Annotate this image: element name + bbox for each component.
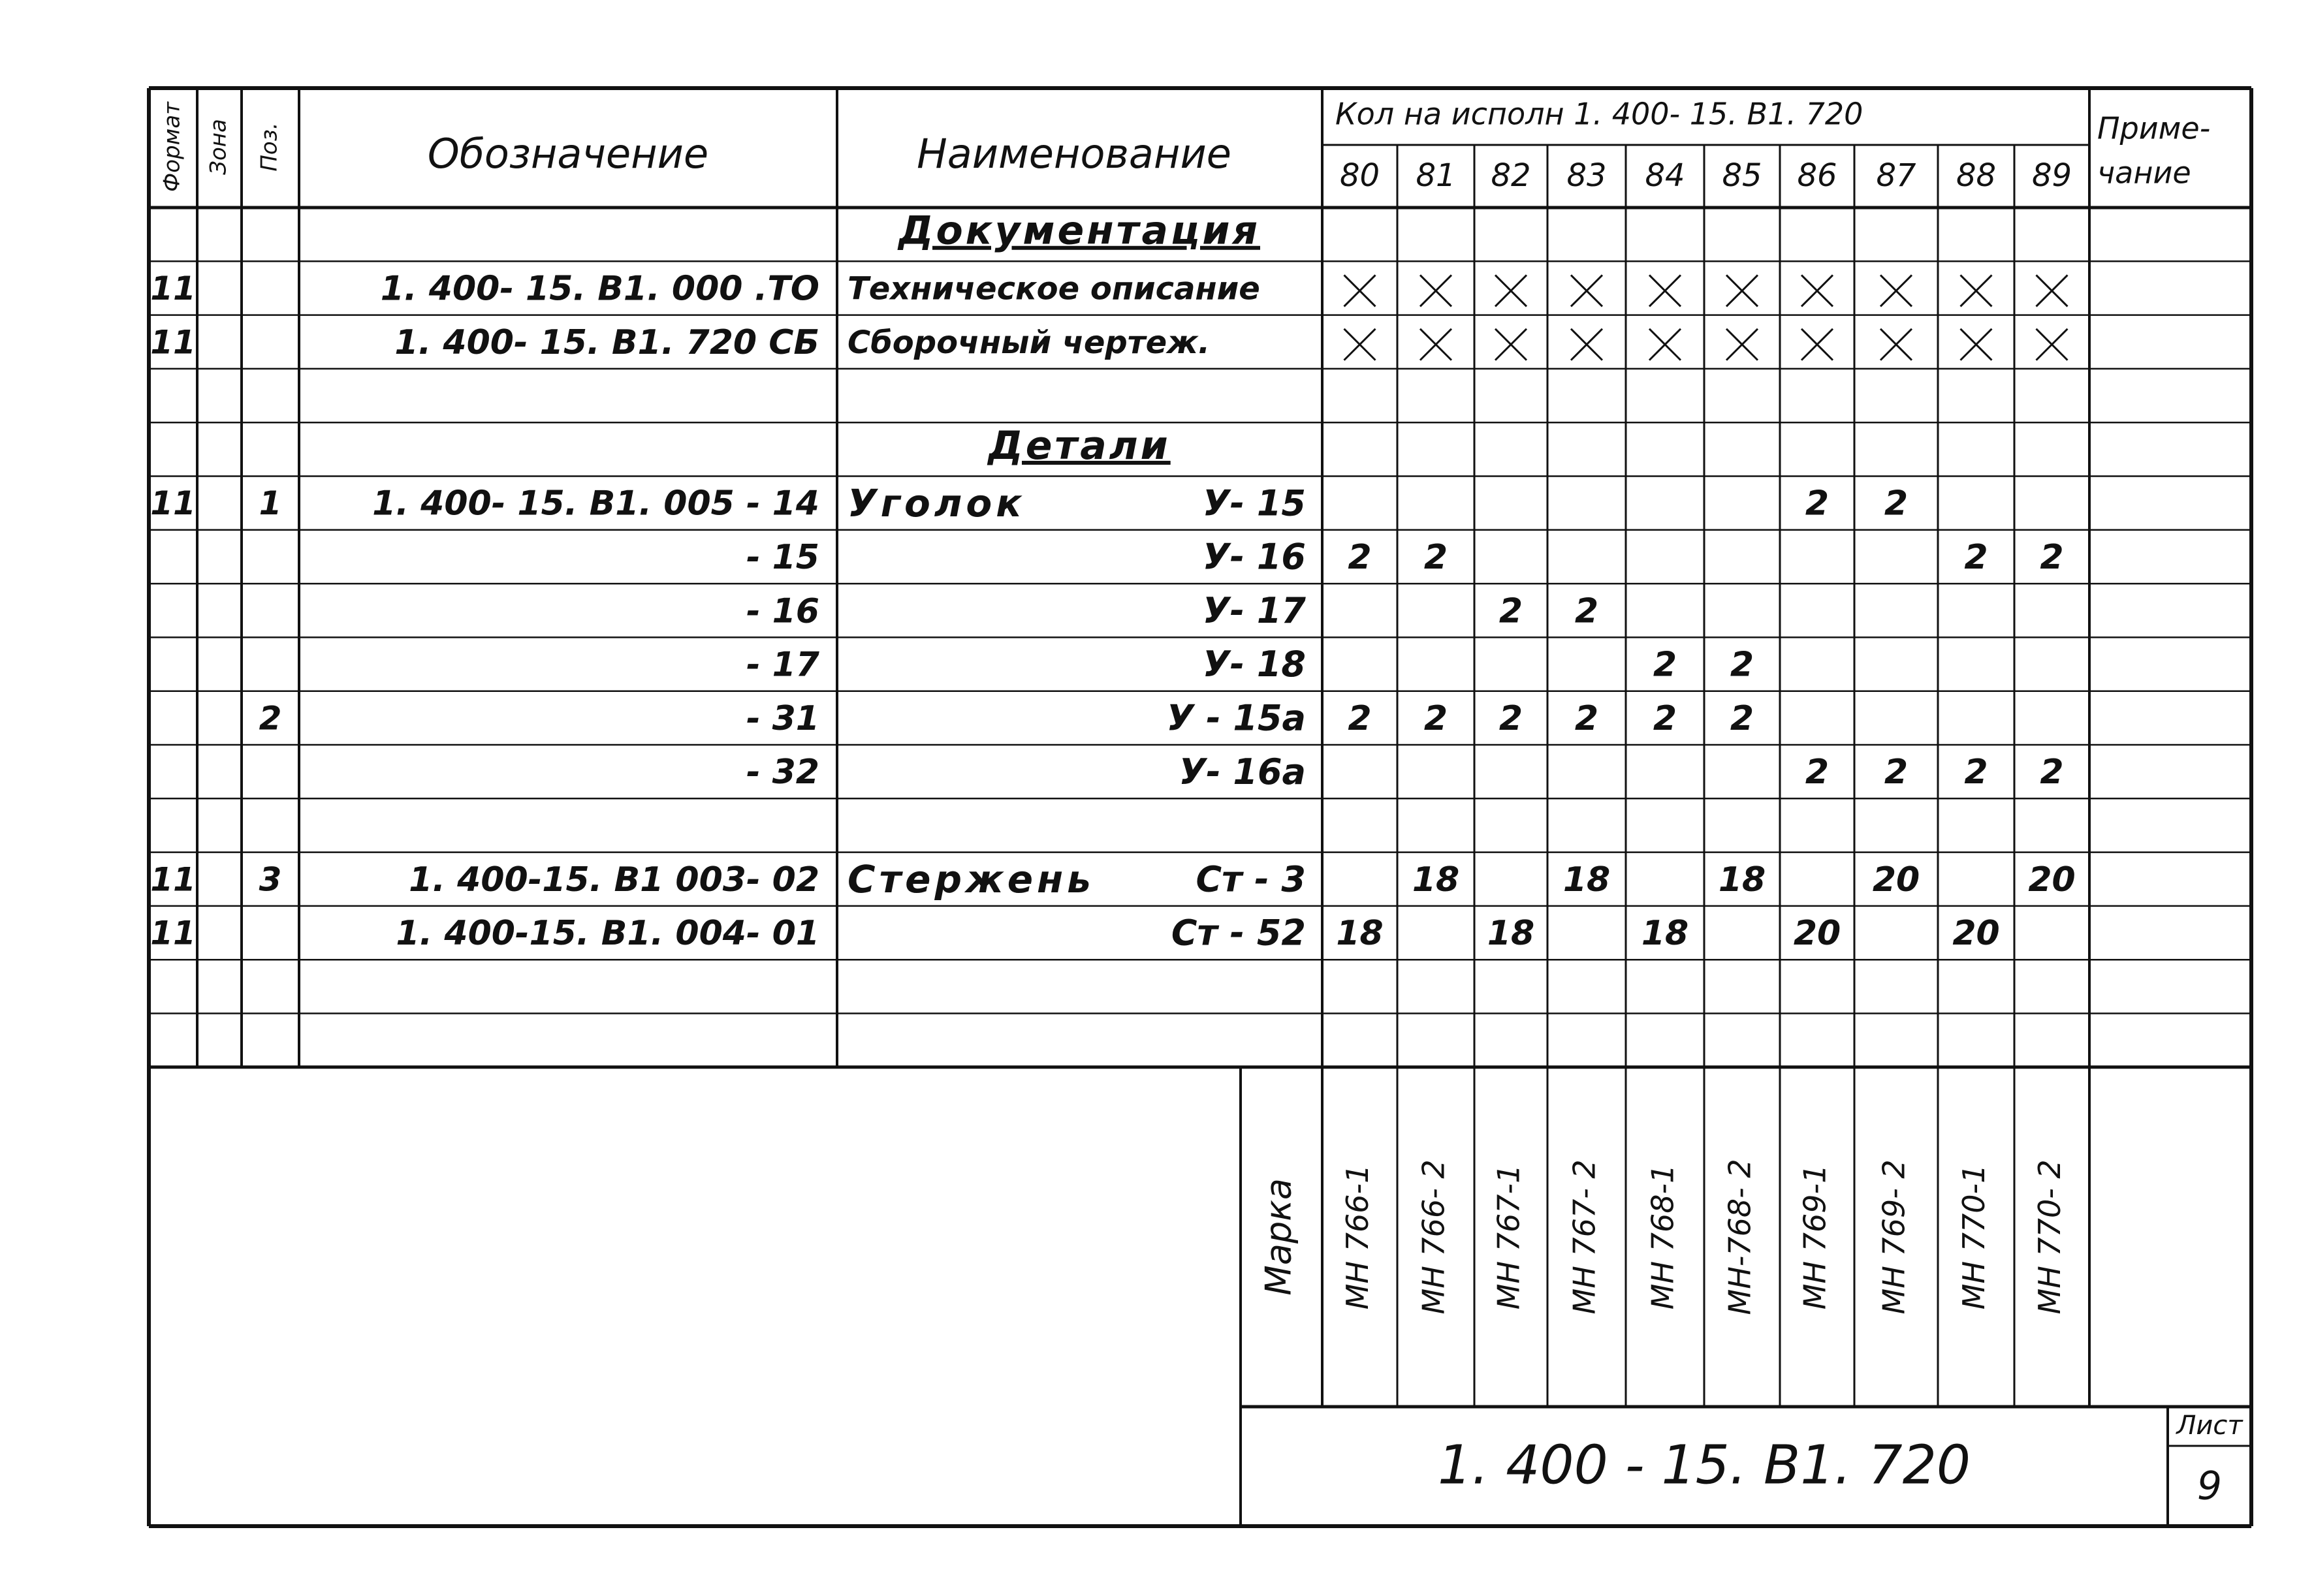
variant-header-82: 82 <box>1491 157 1531 194</box>
variant-header-83: 83 <box>1566 157 1607 194</box>
variant-header-80: 80 <box>1339 157 1380 194</box>
cross-mark-value: X <box>1510 290 1512 292</box>
row-designation: - 15 <box>746 537 819 577</box>
row-mark: У- 17 <box>1203 589 1306 631</box>
cross-mark-value: X <box>1741 345 1743 346</box>
row-designation: - 32 <box>746 753 819 792</box>
qty-value: 2 <box>1730 645 1754 685</box>
row-pos: 1 <box>259 484 282 523</box>
marka-value: МН 769- 2 <box>1876 1159 1912 1315</box>
row-pos: 2 <box>259 699 282 738</box>
doc-number: 1. 400 - 15. В1. 720 <box>1437 1434 1971 1497</box>
section-title: Детали <box>988 422 1171 469</box>
qty-value: 2 <box>1348 537 1372 577</box>
qty-value: 18 <box>1487 914 1535 954</box>
cross-mark-value: X <box>1435 290 1436 292</box>
row-format: 11 <box>150 323 196 362</box>
marka-value: МН 770-1 <box>1956 1164 1991 1310</box>
qty-value: 2 <box>1574 698 1599 738</box>
row-format: 11 <box>150 914 196 952</box>
qty-value: 2 <box>1805 484 1830 524</box>
row-mark: У- 15 <box>1203 482 1306 524</box>
row-format: 11 <box>150 860 196 899</box>
qty-value: 18 <box>1412 860 1460 900</box>
qty-value: 20 <box>1872 860 1920 900</box>
qty-value: 18 <box>1718 860 1766 900</box>
section-title: Документация <box>898 208 1260 254</box>
qty-value: 2 <box>1498 698 1523 738</box>
cross-mark-value: X <box>1664 345 1666 346</box>
cross-mark-value: X <box>1435 345 1436 346</box>
cross-mark-value: X <box>1359 290 1360 292</box>
cross-mark-value: X <box>1510 345 1512 346</box>
variant-header-89: 89 <box>2031 157 2072 194</box>
variant-header-81: 81 <box>1416 157 1456 194</box>
qty-value: 2 <box>1653 698 1677 738</box>
cross-mark-value: X <box>1664 290 1666 292</box>
qty-value: 2 <box>1423 537 1448 577</box>
row-pos: 3 <box>259 860 282 899</box>
table-text <box>150 97 2243 1509</box>
header-designation: Обозначение <box>427 130 709 178</box>
qty-value: 18 <box>1641 914 1689 954</box>
qty-value: 2 <box>1884 484 1909 524</box>
row-name: Техническое описание <box>848 270 1260 307</box>
row-mark: У - 15а <box>1166 697 1306 739</box>
header-format: Формат <box>159 102 185 192</box>
marka-value: МН 766-1 <box>1340 1164 1375 1310</box>
row-format: 11 <box>150 484 196 523</box>
row-mark: У- 16 <box>1203 536 1306 578</box>
cross-mark-value: X <box>1586 290 1587 292</box>
header-pos: Поз. <box>256 122 283 172</box>
qty-value: 2 <box>1348 698 1372 738</box>
qty-value: 20 <box>1952 914 2000 954</box>
cross-mark-value: X <box>1359 345 1360 346</box>
qty-value: 2 <box>1805 753 1830 792</box>
variant-header-87: 87 <box>1876 157 1916 194</box>
qty-value: 2 <box>1653 645 1677 685</box>
row-name: Уголок <box>848 480 1026 525</box>
row-mark: Ст - 52 <box>1171 912 1306 954</box>
qty-value: 2 <box>2040 537 2064 577</box>
marka-value: МН-768- 2 <box>1722 1159 1758 1315</box>
row-designation: 1. 400-15. В1 003- 02 <box>409 860 819 900</box>
cross-mark-value: X <box>1895 290 1897 292</box>
header-qty-title: Кол на исполн 1. 400- 15. В1. 720 <box>1335 96 1863 132</box>
cross-mark-value: X <box>1895 345 1897 346</box>
row-format: 11 <box>150 269 196 307</box>
row-name: Сборочный чертеж. <box>848 324 1211 361</box>
cross-mark-value: X <box>1816 290 1818 292</box>
qty-value: 18 <box>1562 860 1611 900</box>
row-designation: 1. 400-15. В1. 004- 01 <box>396 914 819 954</box>
qty-value: 2 <box>1574 591 1599 631</box>
marka-value: МН 767-1 <box>1491 1164 1527 1310</box>
variant-header-86: 86 <box>1797 157 1837 194</box>
variant-header-88: 88 <box>1956 157 1997 194</box>
marka-value: МН 766- 2 <box>1416 1159 1451 1315</box>
header-note-2: чание <box>2097 155 2191 191</box>
marka-value: МН 770- 2 <box>2032 1159 2067 1315</box>
row-designation: - 31 <box>746 698 819 738</box>
row-designation: 1. 400- 15. В1. 000 .ТО <box>380 269 819 309</box>
row-designation: - 16 <box>746 591 819 631</box>
variant-header-85: 85 <box>1722 157 1762 194</box>
header-zone: Зона <box>205 119 232 175</box>
qty-value: 18 <box>1336 914 1384 954</box>
qty-value: 2 <box>1964 537 1988 577</box>
qty-value: 20 <box>2028 860 2076 900</box>
qty-value: 2 <box>1498 591 1523 631</box>
qty-value: 2 <box>1884 753 1909 792</box>
row-mark: У- 16а <box>1179 751 1306 792</box>
marka-value: МН 768-1 <box>1645 1164 1681 1310</box>
row-mark: У- 18 <box>1203 644 1306 685</box>
row-name: Стержень <box>848 856 1095 901</box>
qty-value: 20 <box>1793 914 1841 954</box>
row-designation: 1. 400- 15. В1. 720 СБ <box>394 322 819 362</box>
variant-header-84: 84 <box>1645 157 1685 194</box>
header-name: Наименование <box>917 130 1231 178</box>
marka-value: МН 767- 2 <box>1566 1159 1602 1315</box>
cross-mark-value: X <box>1741 290 1743 292</box>
marka-value: МН 769-1 <box>1797 1164 1833 1310</box>
header-note-1: Приме- <box>2097 110 2211 146</box>
qty-value: 2 <box>1730 698 1754 738</box>
qty-value: 2 <box>2040 753 2064 792</box>
sheet-label: Лист <box>2176 1411 2243 1441</box>
sheet-number: 9 <box>2196 1463 2223 1509</box>
qty-value: 2 <box>1964 753 1988 792</box>
cross-mark-value: X <box>1586 345 1587 346</box>
marka-label: Марка <box>1258 1178 1299 1296</box>
qty-value: 2 <box>1423 698 1448 738</box>
row-designation: 1. 400- 15. В1. 005 - 14 <box>372 484 819 524</box>
row-designation: - 17 <box>746 645 819 685</box>
cross-mark-value: X <box>1816 345 1818 346</box>
row-mark: Ст - 3 <box>1196 858 1306 900</box>
